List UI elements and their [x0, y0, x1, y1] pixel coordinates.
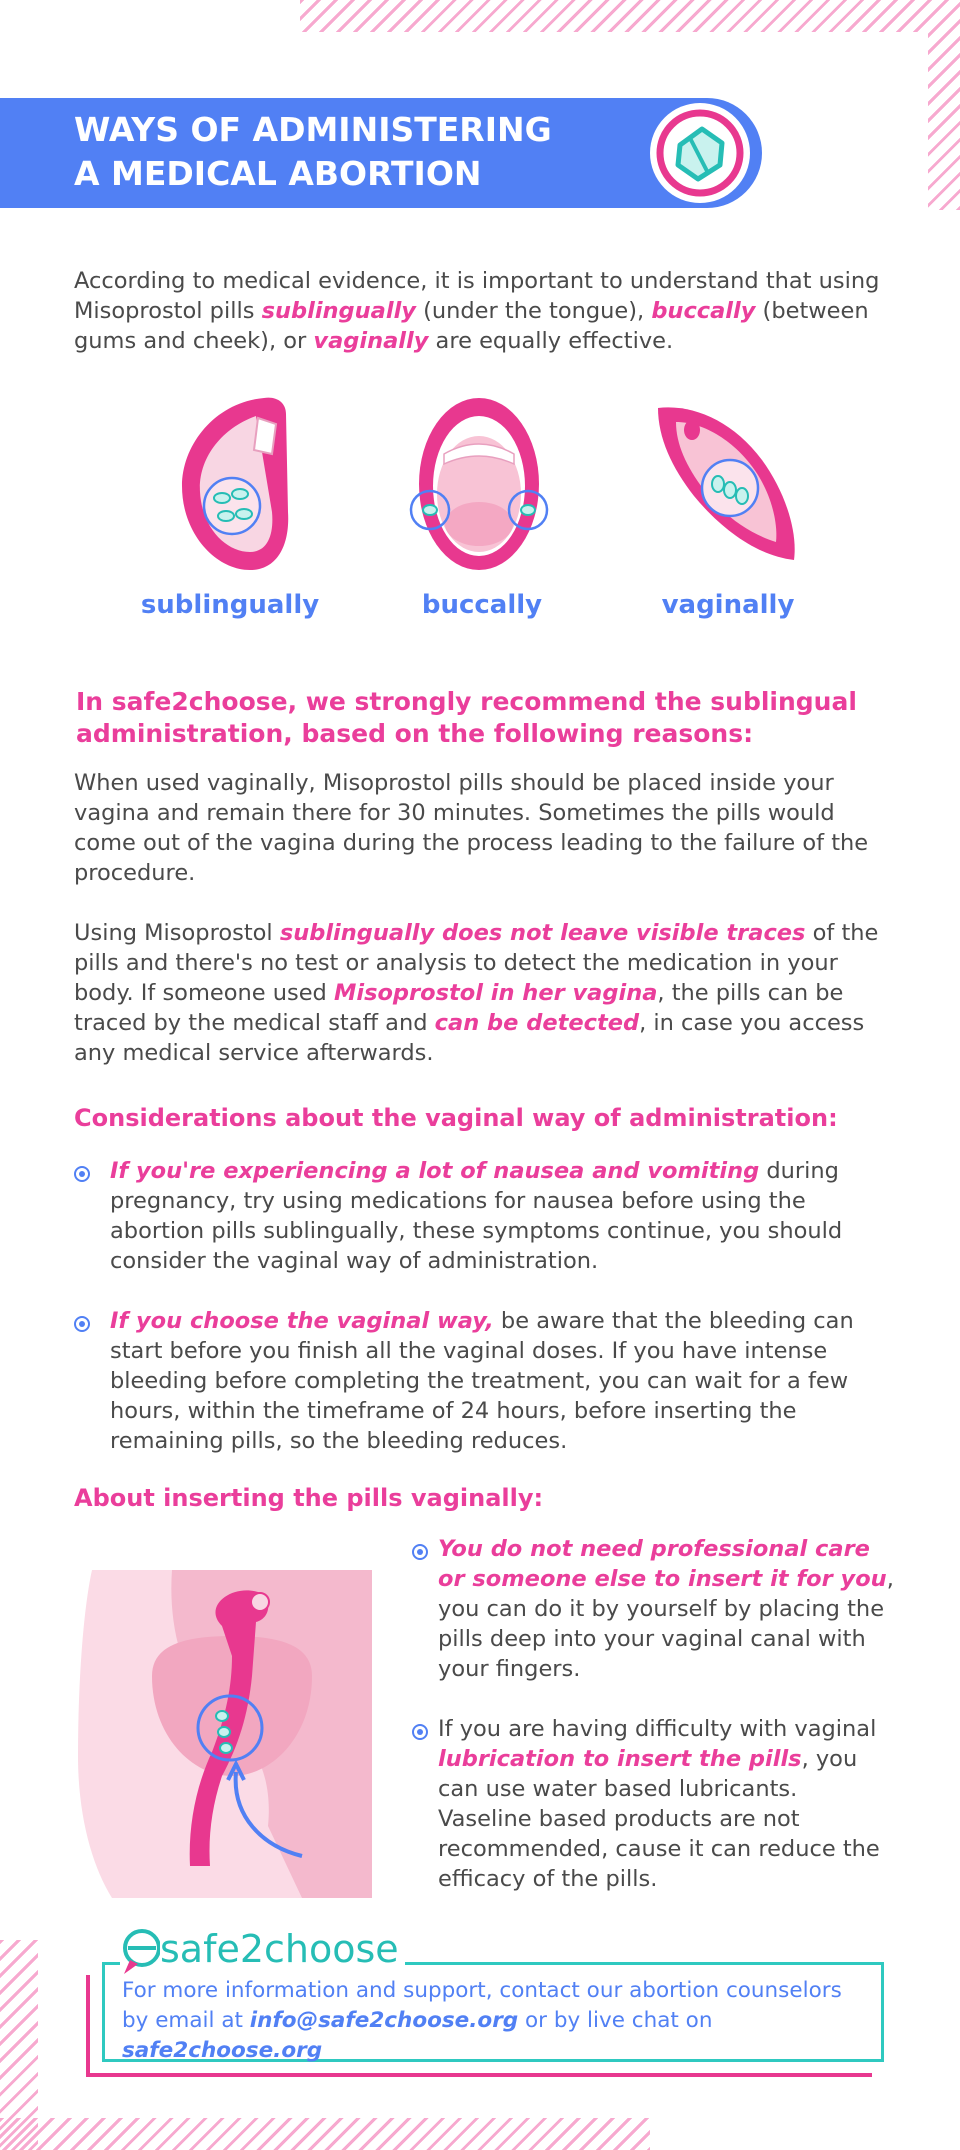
recommendation-heading: In safe2choose, we strongly recommend the sublingual administration, based on the following reasons: [76, 687, 857, 748]
label-vaginally: vaginally [661, 590, 795, 620]
contact-text: For more information and support, contact our abortion counselors by email at info@safe2choose.org or by live chat on safe2choose.org [122, 1978, 842, 2063]
vaginal-illustration [652, 400, 802, 566]
reason-paragraph-2: Using Misoprostol sublingually does not leave visible traces of the pills and there's no test or analysis to detect the medication in your body. If someone used Misoprostol in her vagina, the pills can be traced by the medical staff and can be detected, in case you access any medical service afterwards. [74, 920, 879, 1066]
intro-paragraph: According to medical evidence, it is important to understand that using Misoprostol pills sublingually (under the tongue), buccally (between gums and cheek), or vaginally are equally effective. [74, 268, 880, 354]
footer-accent-left [86, 1975, 90, 2077]
decorative-stripes-bottom [0, 2118, 650, 2150]
sublingual-mouth-illustration [176, 394, 296, 574]
reason-paragraph-1: When used vaginally, Misoprostol pills should be placed inside your vagina and remain there for 30 minutes. Sometimes the pills would come out of the vagina during the process leading to the failure of the procedure. [74, 770, 869, 886]
safe2choose-logo: safe2choose [160, 1926, 405, 1972]
label-sublingually: sublingually [140, 590, 320, 620]
vaginal-insertion-illustration [72, 1566, 392, 1898]
title-line-2: A MEDICAL ABORTION [74, 154, 482, 193]
label-buccally: buccally [421, 590, 543, 620]
consideration-item-nausea: If you're experiencing a lot of nausea and vomiting during pregnancy, try using medications for nausea before using the abortion pills sublingually, these symptoms continue, you should consider the vaginal way of administration. [110, 1158, 843, 1274]
page-title [74, 108, 634, 196]
considerations-heading: Considerations about the vaginal way of administration: [74, 1104, 838, 1132]
bullet-icon [412, 1724, 428, 1740]
consideration-item-vaginal-way: If you choose the vaginal way, be aware that the bleeding can start before you finish all the vaginal doses. If you have intense bleeding before completing the treatment, you can wait for a few hours, within the timeframe of 24 hours, before inserting the remaining pills, so the bleeding reduces. [110, 1308, 854, 1454]
insert-item-self: You do not need professional care or someone else to insert it for you, you can do it by yourself by placing the pills deep into your vaginal canal with your fingers. [438, 1536, 894, 1682]
bullet-icon [74, 1316, 90, 1332]
footer-accent-bottom [86, 2073, 872, 2077]
decorative-stripes-right [928, 0, 960, 210]
safe2choose-logo-icon [120, 1922, 164, 1978]
buccal-mouth-illustration [404, 394, 554, 574]
title-line-1: WAYS OF ADMINISTERING [74, 110, 552, 149]
pill-badge-icon [650, 103, 750, 203]
decorative-stripes-top [300, 0, 960, 32]
website-link[interactable]: safe2choose.org [122, 2038, 323, 2063]
bullet-icon [74, 1166, 90, 1182]
insert-item-lubrication: If you are having difficulty with vaginal lubrication to insert the pills, you can use water based lubricants. Vaseline based products are not recommended, cause it can reduce the efficacy of the pills. [438, 1716, 880, 1892]
bullet-icon [412, 1544, 428, 1560]
email-link[interactable]: info@safe2choose.org [249, 2008, 519, 2033]
inserting-heading: About inserting the pills vaginally: [74, 1484, 544, 1512]
